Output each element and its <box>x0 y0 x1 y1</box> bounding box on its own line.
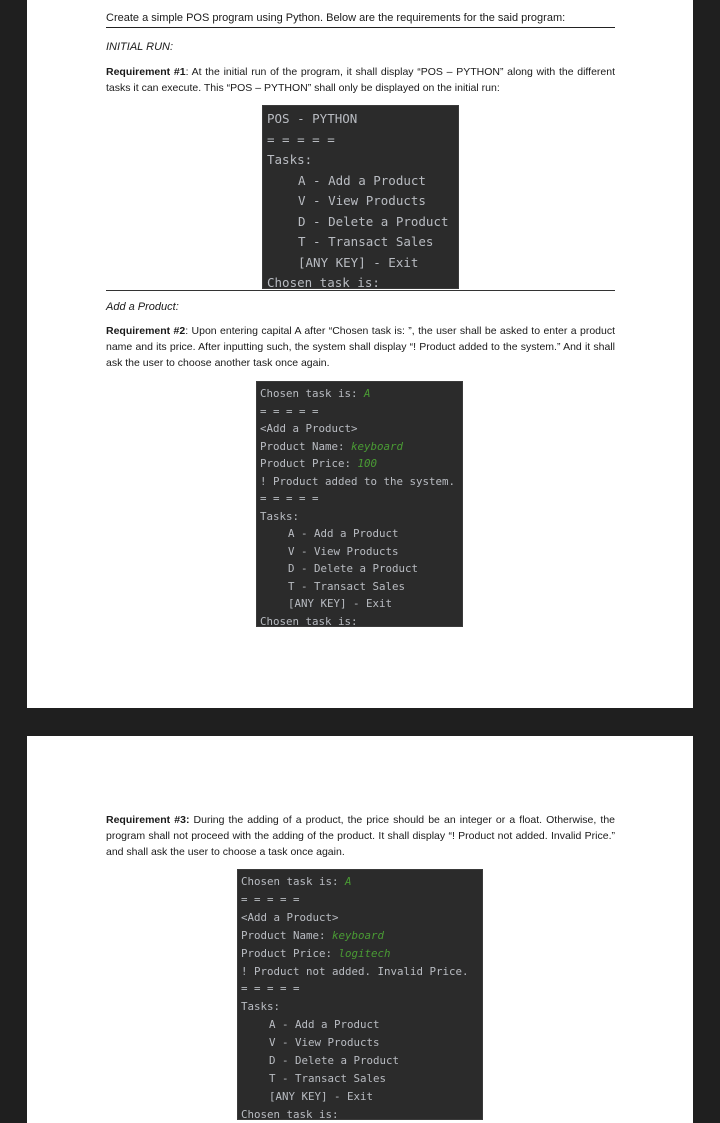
terminal-price-input: logitech <box>338 946 391 960</box>
terminal-name-line <box>241 927 482 945</box>
requirement-3-paragraph <box>106 812 615 860</box>
divider <box>106 290 615 291</box>
terminal-prompt-input: A <box>364 387 371 400</box>
terminal-name-label: Product Name: <box>260 439 352 453</box>
terminal-screenshot-add-product <box>256 381 463 627</box>
terminal-task-transact: T - Transact Sales <box>288 579 406 593</box>
terminal-prompt-line <box>241 873 482 891</box>
requirement-2-paragraph <box>106 323 615 371</box>
terminal-price-input: 100 <box>357 457 378 470</box>
terminal-task-delete: D - Delete a Product <box>269 1054 400 1068</box>
terminal-separator: = = = = = <box>267 131 335 147</box>
terminal-task-transact: T - Transact Sales <box>269 1071 387 1085</box>
terminal-price-line <box>241 945 482 963</box>
terminal-task-exit: [ANY KEY] - Exit <box>269 1089 374 1103</box>
terminal-prompt-input: A <box>345 875 352 888</box>
terminal-prompt-end: Chosen task is: <box>241 1107 339 1120</box>
terminal-task-delete: D - Delete a Product <box>298 213 449 229</box>
terminal-name-label: Product Name: <box>241 928 333 942</box>
terminal-name-line <box>260 438 462 456</box>
requirement-3-label: Requirement #3: <box>106 814 190 826</box>
terminal-add-header: <Add a Product> <box>260 422 358 435</box>
terminal-task-exit: [ANY KEY] - Exit <box>298 254 419 270</box>
terminal-prompt-line <box>260 385 462 403</box>
terminal-price-line <box>260 455 462 473</box>
requirement-1-paragraph <box>106 64 615 96</box>
terminal-message: ! Product not added. Invalid Price. <box>241 964 469 978</box>
terminal-separator: = = = = = <box>241 892 300 906</box>
terminal-separator: = = = = = <box>260 404 319 418</box>
terminal-screenshot-initial-run <box>262 105 459 289</box>
terminal-tasks-label: Tasks: <box>260 509 300 523</box>
terminal-prompt-end: Chosen task is: <box>260 614 358 627</box>
terminal-task-add: A - Add a Product <box>288 527 399 540</box>
terminal-prompt-label: Chosen task is: <box>241 875 346 888</box>
terminal-task-add: A - Add a Product <box>298 172 426 188</box>
terminal-separator-2: = = = = = <box>241 982 300 996</box>
terminal-prompt: Chosen task is: <box>267 275 380 289</box>
terminal-name-input: keyboard <box>351 439 404 453</box>
terminal-task-view: V - View Products <box>298 193 426 208</box>
terminal-name-input: keyboard <box>332 928 385 942</box>
terminal-task-delete: D - Delete a Product <box>288 562 419 575</box>
terminal-screenshot-invalid-price <box>237 869 483 1120</box>
cut-off-text-line <box>106 0 615 4</box>
add-product-label: Add a Product: <box>106 301 179 313</box>
terminal-task-view: V - View Products <box>288 544 399 558</box>
terminal-price-label: Product Price: <box>241 946 339 960</box>
terminal-price-label: Product Price: <box>260 457 358 470</box>
terminal-task-view: V - View Products <box>269 1036 380 1050</box>
page-title: Create a simple POS program using Python. Below are the requirements for the said program: <box>106 12 615 28</box>
requirement-1-text: : At the initial run of the program, it shall display “POS – PYTHON” along with the different tasks it can execute. This “POS – PYTHON” shall only be displayed on the initial run: <box>106 66 615 94</box>
terminal-task-add: A - Add a Product <box>269 1018 380 1032</box>
terminal-message: ! Product added to the system. <box>260 474 456 488</box>
requirement-3-text: During the adding of a product, the price should be an integer or a float. Otherwise, the program shall not proceed with the adding of the product. It shall display “! Product not added. Invalid Price.” and shall ask the user to choose a task once again. <box>106 814 615 858</box>
terminal-task-exit: [ANY KEY] - Exit <box>288 597 393 610</box>
terminal-tasks-label: Tasks: <box>267 152 313 167</box>
terminal-prompt-label: Chosen task is: <box>260 387 365 400</box>
terminal-tasks-label: Tasks: <box>241 1000 281 1014</box>
initial-run-label: INITIAL RUN: <box>106 41 174 53</box>
requirement-2-label: Requirement #2 <box>106 325 186 337</box>
terminal-header: POS - PYTHON <box>267 111 358 126</box>
terminal-separator-2: = = = = = <box>260 492 319 505</box>
terminal-task-transact: T - Transact Sales <box>298 234 434 249</box>
requirement-1-label: Requirement #1 <box>106 66 186 78</box>
requirement-2-text: : Upon entering capital A after “Chosen task is: ”, the user shall be asked to enter a product name and its price. After inputting such, the system shall display “! Product added to the system.” And it shall ask the user to choose another task once again. <box>106 325 616 369</box>
terminal-add-header: <Add a Product> <box>241 910 339 924</box>
